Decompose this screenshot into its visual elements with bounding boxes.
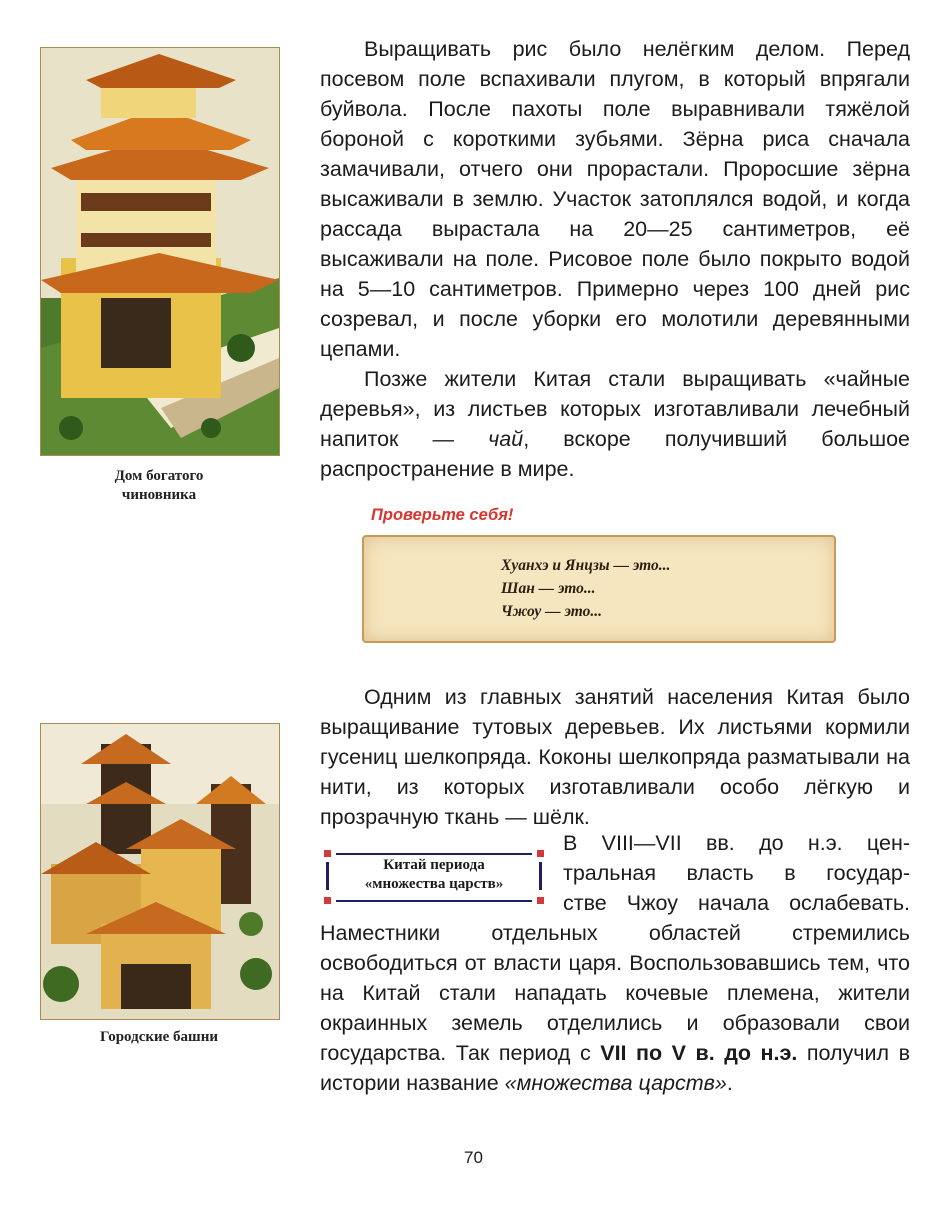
check-yourself-heading: Проверьте себя!	[371, 506, 514, 524]
caption-line: Городские башни	[99, 1029, 219, 1045]
paragraph-many-kingdoms	[320, 918, 910, 1098]
tea-term: чай	[488, 427, 524, 451]
kingdoms-period: VII по V в. до н.э.	[600, 1041, 798, 1065]
caption-rich-official-house	[40, 467, 278, 505]
term-box-dot	[537, 897, 544, 904]
term-box-bottom-line	[336, 900, 532, 902]
term-box-many-kingdoms	[324, 842, 544, 908]
caption-line: Дом богатого	[114, 468, 204, 484]
text-block-top	[320, 34, 910, 484]
side-line: тральная власть в государ-	[563, 861, 910, 885]
side-text	[563, 828, 910, 918]
quiz-question: Хуанхэ и Янцзы — это...	[501, 557, 671, 574]
paragraph-silk: Одним из главных занятий населения Китая было выращивание тутовых деревьев. Их листьями кормили гусениц шелкопряда. Коконы шелкопряда разматывали на нити, из которых изготавливали особо лёгкую и прозрачную ткань — шёлк.	[320, 685, 910, 829]
city-towers-drawing	[41, 724, 279, 1019]
term-box-left-line	[326, 862, 329, 890]
pagoda-house-drawing	[41, 48, 279, 455]
term-box-dot	[324, 850, 331, 857]
caption-city-towers	[40, 1028, 278, 1047]
term-box-right-line	[539, 862, 542, 890]
term-box-line: «множества царств»	[364, 876, 504, 892]
term-box-line: Китай периода	[383, 857, 485, 873]
term-box-text	[332, 856, 536, 894]
illustration-rich-official-house	[40, 47, 280, 456]
page-number: 70	[464, 1148, 483, 1167]
paragraph-tea	[320, 364, 910, 484]
quiz-question: Чжоу — это...	[501, 603, 602, 620]
side-line: стве Чжоу начала ослабевать.	[563, 891, 910, 915]
kingdoms-end: .	[726, 1071, 733, 1095]
quiz-question: Шан — это...	[501, 580, 596, 597]
tea-text-before: Позже жители Китая стали выращивать «чайные деревья», из листьев которых изготавливали лечебный напиток —	[320, 367, 910, 451]
tea-text-after: , вскоре получивший большое распространение в мире.	[320, 427, 910, 481]
side-line: В VIII—VII вв. до н.э. цен-	[563, 831, 910, 855]
kingdoms-text-2: получил в истории название	[320, 1041, 910, 1095]
check-yourself-box	[362, 535, 836, 643]
illustration-city-towers	[40, 723, 280, 1020]
quiz-questions	[501, 554, 670, 623]
term-box-dot	[537, 850, 544, 857]
term-box-top-line	[336, 853, 532, 855]
kingdoms-text: Наместники отдельных областей стремились освободиться от власти царя. Воспользовавшись тем, что на Китай стали нападать кочевые племена, жители окраинных земель отделились и образовали свои государства. Так период с	[320, 921, 910, 1065]
text-block-silk	[320, 682, 910, 832]
term-box-dot	[324, 897, 331, 904]
paragraph-rice: Выращивать рис было нелёгким делом. Перед посевом поле вспахивали плугом, в который впрягали буйвола. После пахоты поле выравнивали тяжёлой бороной с короткими зубьями. Зёрна риса сначала замачивали, отчего они прорастали. Проросшие зёрна высаживали в землю. Участок затоплялся водой, и когда рассада вырастала на 20—25 сантиметров, её высаживали на поле. Рисовое поле было покрыто водой на 5—10 сантиметров. Примерно через 100 дней рис созревал, и после уборки его молотили деревянными цепами.	[320, 37, 910, 361]
kingdoms-term: «множества царств»	[504, 1071, 727, 1095]
caption-line: чиновника	[121, 487, 197, 503]
